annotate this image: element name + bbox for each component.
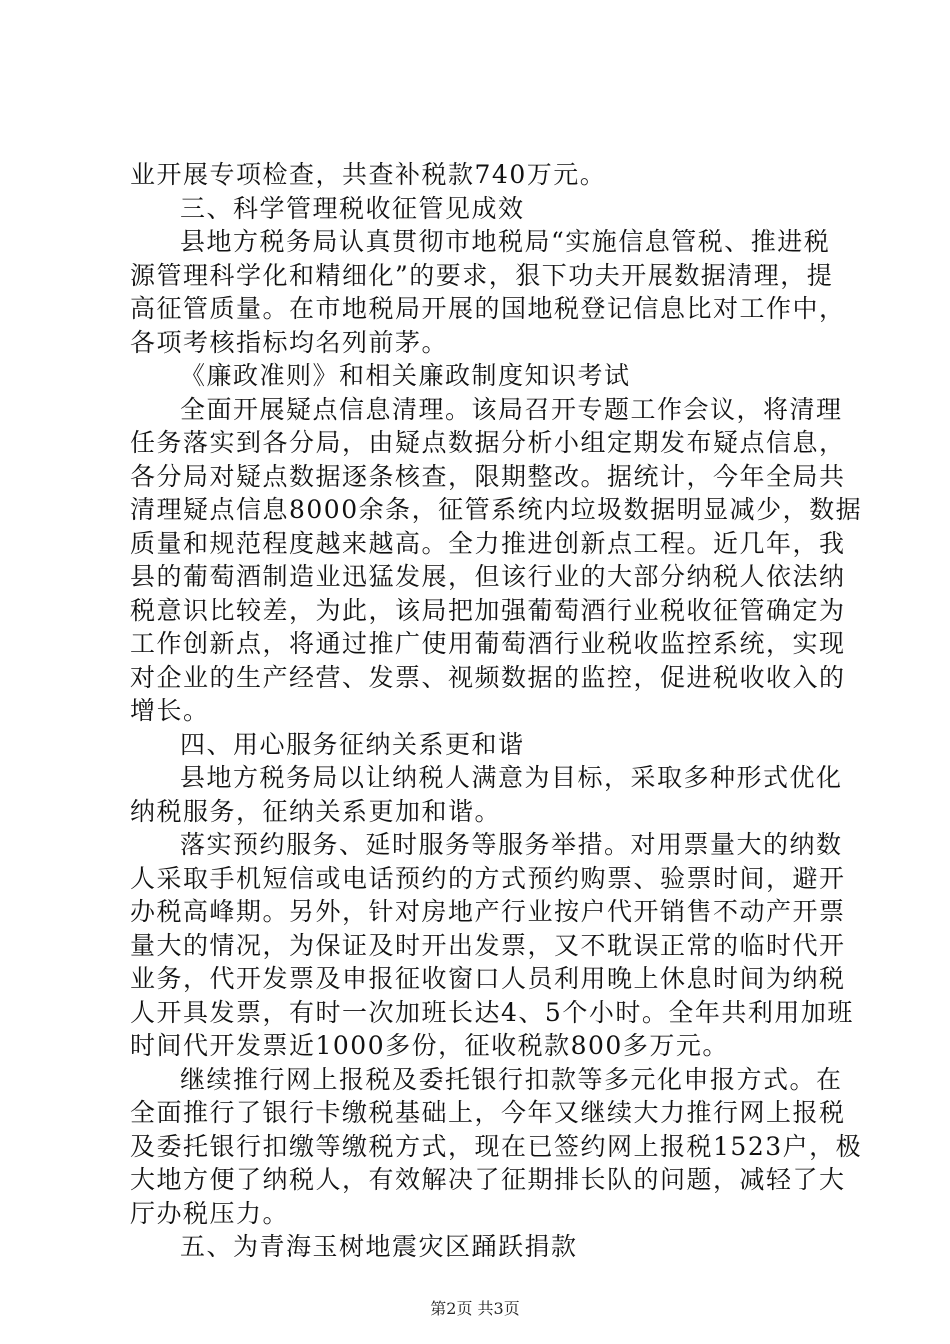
text-line: 继续推行网上报税及委托银行扣款等多元化申报方式。在 — [180, 1064, 843, 1094]
text-line: 办税高峰期。另外，针对房地产行业按户代开销售不动产开票 — [130, 897, 846, 926]
text-line: 各项考核指标均名列前茅。 — [130, 327, 449, 357]
text-line: 税意识比较差，为此，该局把加强葡萄酒行业税收征管确定为 — [130, 595, 846, 625]
text-line: 落实预约服务、延时服务等服务举措。对用票量大的纳数 — [180, 830, 843, 859]
text-line: 全面开展疑点信息清理。该局召开专题工作会议，将清理 — [180, 394, 843, 424]
text-line: 业开展专项检查，共查补税款740万元。 — [130, 160, 607, 189]
text-line: 全面推行了银行卡缴税基础上，今年又继续大力推行网上报税 — [130, 1098, 846, 1127]
text-line: 时间代开发票近1000多份，征收税款800多万元。 — [130, 1031, 729, 1060]
text-line: 业务，代开发票及申报征收窗口人员利用晚上休息时间为纳税 — [130, 964, 846, 993]
text-line: 增长。 — [130, 696, 210, 725]
text-line: 厅办税压力。 — [130, 1198, 290, 1228]
text-line: 源管理科学化和精细化”的要求，狠下功夫开展数据清理，提 — [130, 260, 834, 290]
text-line: 县地方税务局以让纳税人满意为目标，采取多种形式优化 — [180, 763, 843, 792]
text-line: 《廉政准则》和相关廉政制度知识考试 — [180, 361, 631, 390]
text-line: 对企业的生产经营、发票、视频数据的监控，促进税收收入的 — [130, 662, 846, 692]
text-line: 高征管质量。在市地税局开展的国地税登记信息比对工作中， — [130, 294, 846, 323]
text-line: 大地方便了纳税人，有效解决了征期排长队的问题，减轻了大 — [130, 1165, 846, 1194]
text-line: 四、用心服务征纳关系更和谐 — [180, 729, 525, 759]
text-line: 清理疑点信息8000余条，征管系统内垃圾数据明显减少，数据 — [130, 495, 863, 524]
text-line: 五、为青海玉树地震灾区踊跃捐款 — [180, 1232, 578, 1261]
text-line: 工作创新点，将通过推广使用葡萄酒行业税收监控系统，实现 — [130, 629, 846, 658]
text-line: 质量和规范程度越来越高。全力推进创新点工程。近几年，我 — [130, 528, 846, 558]
text-line: 量大的情况，为保证及时开出发票，又不耽误正常的临时代开 — [130, 930, 846, 960]
text-line: 及委托银行扣缴等缴税方式，现在已签约网上报税1523户，极 — [130, 1131, 863, 1161]
text-line: 纳税服务，征纳关系更加和谐。 — [130, 796, 502, 826]
text-line: 任务落实到各分局，由疑点数据分析小组定期发布疑点信息， — [130, 428, 846, 457]
text-line: 人采取手机短信或电话预约的方式预约购票、验票时间，避开 — [130, 863, 846, 893]
document-body — [130, 158, 863, 1264]
text-line: 人开具发票，有时一次加班长达4、5个小时。全年共利用加班 — [130, 997, 854, 1027]
text-line: 县的葡萄酒制造业迅猛发展，但该行业的大部分纳税人依法纳 — [130, 562, 846, 591]
page-footer: 第2页 共3页 — [430, 1299, 520, 1318]
text-line: 三、科学管理税收征管见成效 — [180, 193, 525, 223]
text-line: 各分局对疑点数据逐条核查，限期整改。据统计，今年全局共 — [130, 461, 846, 491]
text-line: 县地方税务局认真贯彻市地税局“实施信息管税、推进税 — [180, 227, 831, 256]
